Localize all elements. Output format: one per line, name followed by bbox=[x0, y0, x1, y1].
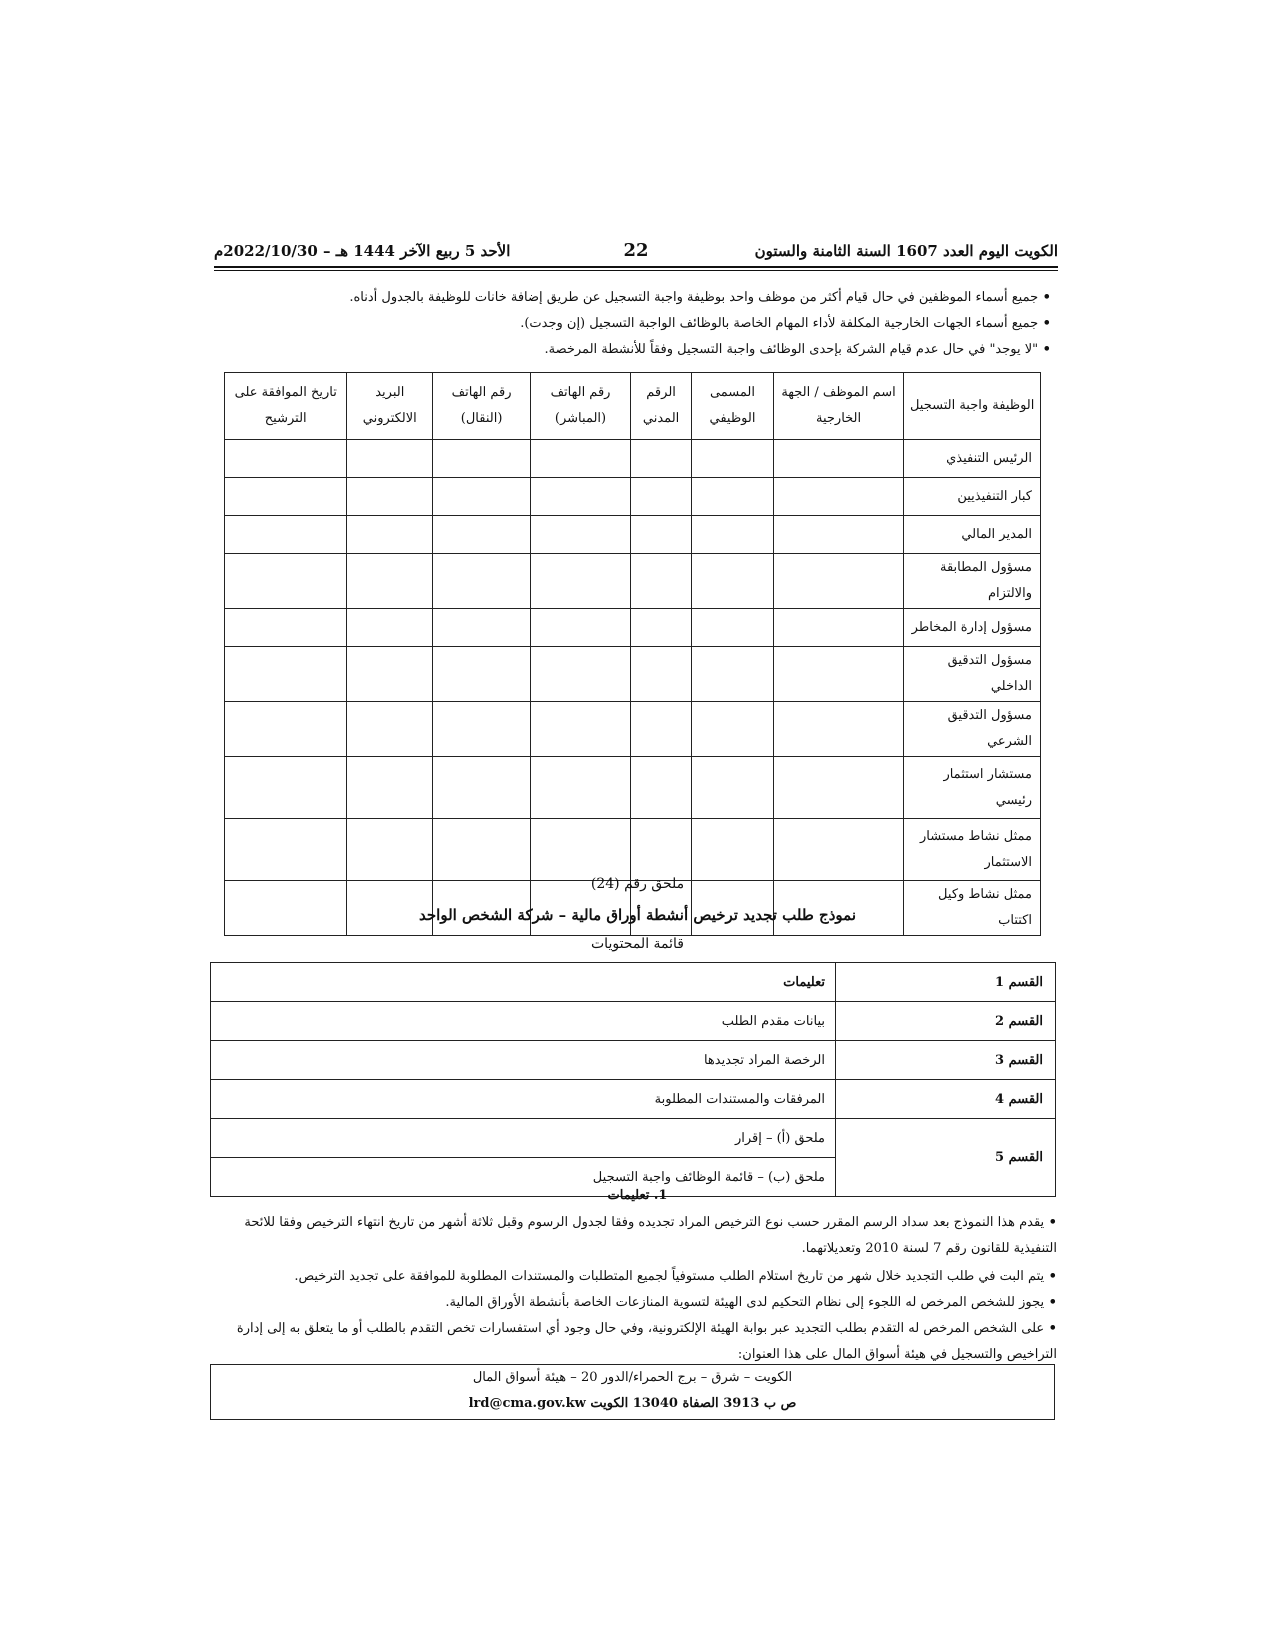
approval-date-cell[interactable] bbox=[225, 819, 347, 881]
approval-date-cell[interactable] bbox=[225, 609, 347, 647]
name-cell[interactable] bbox=[773, 554, 904, 609]
name-cell[interactable] bbox=[773, 702, 904, 757]
table-row bbox=[211, 1080, 1056, 1119]
job-title-cell: مسؤول المطابقة والالتزام bbox=[904, 554, 1041, 609]
email-cell[interactable] bbox=[347, 757, 433, 819]
header-date: الأحد 5 ربيع الآخر 1444 هـ – 2022/10/30م bbox=[214, 242, 511, 260]
name-cell[interactable] bbox=[773, 609, 904, 647]
direct-phone-cell[interactable] bbox=[531, 702, 631, 757]
email-cell[interactable] bbox=[347, 819, 433, 881]
email-cell[interactable] bbox=[347, 647, 433, 702]
name-cell[interactable] bbox=[773, 819, 904, 881]
civil-id-cell[interactable] bbox=[631, 554, 692, 609]
direct-phone-cell[interactable] bbox=[531, 516, 631, 554]
civil-id-cell[interactable] bbox=[631, 440, 692, 478]
column-header: رقم الهاتف (النقال) bbox=[433, 373, 531, 440]
mobile-cell[interactable] bbox=[433, 609, 531, 647]
header-rule bbox=[214, 266, 1058, 268]
job-title-cell: مستشار استثمار رئيسي bbox=[904, 757, 1041, 819]
position-cell[interactable] bbox=[692, 440, 774, 478]
section-item[interactable]: الرخصة المراد تجديدها bbox=[211, 1041, 836, 1080]
position-cell[interactable] bbox=[692, 516, 774, 554]
name-cell[interactable] bbox=[773, 647, 904, 702]
position-cell[interactable] bbox=[692, 609, 774, 647]
mobile-cell[interactable] bbox=[433, 702, 531, 757]
approval-date-cell[interactable] bbox=[225, 702, 347, 757]
table-row bbox=[225, 702, 1041, 757]
column-header: رقم الهاتف (المباشر) bbox=[531, 373, 631, 440]
position-cell[interactable] bbox=[692, 819, 774, 881]
address-line: الكويت – شرق – برج الحمراء/الدور 20 – هيئة أسواق المال bbox=[472, 1370, 793, 1385]
name-cell[interactable] bbox=[773, 516, 904, 554]
instructions-title: 1. تعليمات bbox=[607, 1188, 668, 1203]
approval-date-cell[interactable] bbox=[225, 440, 347, 478]
job-title-cell: مسؤول إدارة المخاطر bbox=[904, 609, 1041, 647]
approval-date-cell[interactable] bbox=[225, 554, 347, 609]
email-cell[interactable] bbox=[347, 516, 433, 554]
jobs-table bbox=[224, 372, 1041, 936]
section-item[interactable]: تعليمات bbox=[211, 963, 836, 1002]
civil-id-cell[interactable] bbox=[631, 819, 692, 881]
table-row bbox=[225, 478, 1041, 516]
page-header bbox=[214, 238, 1058, 268]
table-header-row bbox=[225, 373, 1041, 440]
civil-id-cell[interactable] bbox=[631, 516, 692, 554]
direct-phone-cell[interactable] bbox=[531, 554, 631, 609]
mobile-cell[interactable] bbox=[433, 516, 531, 554]
job-title-cell: الرئيس التنفيذي bbox=[904, 440, 1041, 478]
job-title-cell: مسؤول التدقيق الداخلي bbox=[904, 647, 1041, 702]
name-cell[interactable] bbox=[773, 757, 904, 819]
name-cell[interactable] bbox=[773, 440, 904, 478]
direct-phone-cell[interactable] bbox=[531, 609, 631, 647]
section-item[interactable]: ملحق (ب) – قائمة الوظائف واجبة التسجيل bbox=[211, 1158, 836, 1197]
civil-id-cell[interactable] bbox=[631, 757, 692, 819]
name-cell[interactable] bbox=[773, 478, 904, 516]
section-label: القسم 1 bbox=[836, 963, 1056, 1002]
mobile-cell[interactable] bbox=[433, 647, 531, 702]
job-title-cell: ممثل نشاط مستشار الاستثمار bbox=[904, 819, 1041, 881]
column-header: البريد الالكتروني bbox=[347, 373, 433, 440]
bullet-item: • جميع أسماء الجهات الخارجية المكلفة لأداء المهام الخاصة بالوظائف الواجبة التسجيل (إن وجدت). bbox=[520, 316, 1051, 331]
instruction-item: • يقدم هذا النموذج بعد سداد الرسم المقرر حسب نوع الترخيص المراد تجديده وفقا لجدول الرسوم وقبل ثلاثة أشهر من تاريخ انتهاء الترخيص وفقا للائحة التنفيذية للقانون رقم 7 لسنة 2010 وتعديلاتهما. bbox=[217, 1210, 1057, 1262]
header-page-number: 22 bbox=[623, 240, 649, 261]
table-row bbox=[225, 757, 1041, 819]
bullet-item: • "لا يوجد" في حال عدم قيام الشركة بإحدى الوظائف واجبة التسجيل وفقاً للأنشطة المرخصة. bbox=[544, 342, 1051, 357]
table-row bbox=[211, 1119, 1056, 1158]
position-cell[interactable] bbox=[692, 647, 774, 702]
table-row bbox=[225, 609, 1041, 647]
instruction-item: • يجوز للشخص المرخص له اللجوء إلى نظام التحكيم لدى الهيئة لتسوية المنازعات الخاصة بأنشطة الأوراق المالية. bbox=[217, 1290, 1057, 1316]
table-row bbox=[225, 819, 1041, 881]
approval-date-cell[interactable] bbox=[225, 647, 347, 702]
table-row bbox=[225, 554, 1041, 609]
position-cell[interactable] bbox=[692, 478, 774, 516]
mobile-cell[interactable] bbox=[433, 554, 531, 609]
job-title-cell: كبار التنفيذيين bbox=[904, 478, 1041, 516]
header-rule-thin bbox=[214, 270, 1058, 271]
direct-phone-cell[interactable] bbox=[531, 819, 631, 881]
job-title-cell: ممثل نشاط وكيل اكتتاب bbox=[904, 881, 1041, 936]
column-header: تاريخ الموافقة على الترشيح bbox=[225, 373, 347, 440]
column-header: اسم الموظف / الجهة الخارجية bbox=[773, 373, 904, 440]
table-row bbox=[225, 647, 1041, 702]
column-header: الرقم المدني bbox=[631, 373, 692, 440]
direct-phone-cell[interactable] bbox=[531, 757, 631, 819]
column-header: المسمى الوظيفي bbox=[692, 373, 774, 440]
approval-date-cell[interactable] bbox=[225, 757, 347, 819]
position-cell[interactable] bbox=[692, 757, 774, 819]
email-cell[interactable] bbox=[347, 609, 433, 647]
section-item[interactable]: بيانات مقدم الطلب bbox=[211, 1002, 836, 1041]
mobile-cell[interactable] bbox=[433, 440, 531, 478]
civil-id-cell[interactable] bbox=[631, 702, 692, 757]
table-row bbox=[211, 1041, 1056, 1080]
email-cell[interactable] bbox=[347, 440, 433, 478]
position-cell[interactable] bbox=[692, 554, 774, 609]
section-label: القسم 3 bbox=[836, 1041, 1056, 1080]
approval-date-cell[interactable] bbox=[225, 478, 347, 516]
address-email-line[interactable]: ص ب 3913 الصفاة 13040 الكويت lrd@cma.gov.kw bbox=[468, 1396, 797, 1411]
direct-phone-cell[interactable] bbox=[531, 647, 631, 702]
section-item[interactable]: المرفقات والمستندات المطلوبة bbox=[211, 1080, 836, 1119]
direct-phone-cell[interactable] bbox=[531, 440, 631, 478]
job-title-cell: مسؤول التدقيق الشرعي bbox=[904, 702, 1041, 757]
table-row bbox=[225, 516, 1041, 554]
mobile-cell[interactable] bbox=[433, 757, 531, 819]
civil-id-cell[interactable] bbox=[631, 478, 692, 516]
contents-table bbox=[210, 962, 1056, 1197]
contents-title: قائمة المحتويات bbox=[591, 936, 684, 952]
section-label: القسم 2 bbox=[836, 1002, 1056, 1041]
job-title-cell: المدير المالي bbox=[904, 516, 1041, 554]
instruction-item: • على الشخص المرخص له التقدم بطلب التجديد عبر بوابة الهيئة الإلكترونية، وفي حال وجود أي استفسارات تخص التقدم بالطلب أو ما يتعلق به إلى إدارة التراخيص والتسجيل في هيئة أسواق المال على هذا العنوان: bbox=[217, 1316, 1057, 1368]
approval-date-cell[interactable] bbox=[225, 516, 347, 554]
address-box bbox=[210, 1364, 1055, 1420]
civil-id-cell[interactable] bbox=[631, 647, 692, 702]
form-title: نموذج طلب تجديد ترخيص أنشطة أوراق مالية – شركة الشخص الواحد bbox=[419, 906, 856, 924]
header-issue: الكويت اليوم العدد 1607 السنة الثامنة والستون bbox=[754, 242, 1058, 260]
column-header: الوظيفة واجبة التسجيل bbox=[904, 373, 1041, 440]
mobile-cell[interactable] bbox=[433, 478, 531, 516]
bullet-item: • جميع أسماء الموظفين في حال قيام أكثر من موظف واحد بوظيفة واجبة التسجيل عن طريق إضافة خانات للوظيفة بالجدول أدناه. bbox=[349, 290, 1051, 305]
email-cell[interactable] bbox=[347, 478, 433, 516]
email-cell[interactable] bbox=[347, 702, 433, 757]
section-label: القسم 4 bbox=[836, 1080, 1056, 1119]
section-item[interactable]: ملحق (أ) – إقرار bbox=[211, 1119, 836, 1158]
civil-id-cell[interactable] bbox=[631, 609, 692, 647]
mobile-cell[interactable] bbox=[433, 819, 531, 881]
table-row bbox=[211, 1002, 1056, 1041]
table-row bbox=[225, 440, 1041, 478]
annex-title: ملحق رقم (24) bbox=[590, 876, 685, 892]
direct-phone-cell[interactable] bbox=[531, 478, 631, 516]
table-row bbox=[211, 963, 1056, 1002]
instruction-item: • يتم البت في طلب التجديد خلال شهر من تاريخ استلام الطلب مستوفياً لجميع المتطلبات والمستندات المطلوبة للموافقة على تجديد الترخيص. bbox=[217, 1264, 1057, 1290]
position-cell[interactable] bbox=[692, 702, 774, 757]
section-label: القسم 5 bbox=[836, 1119, 1056, 1197]
email-cell[interactable] bbox=[347, 554, 433, 609]
